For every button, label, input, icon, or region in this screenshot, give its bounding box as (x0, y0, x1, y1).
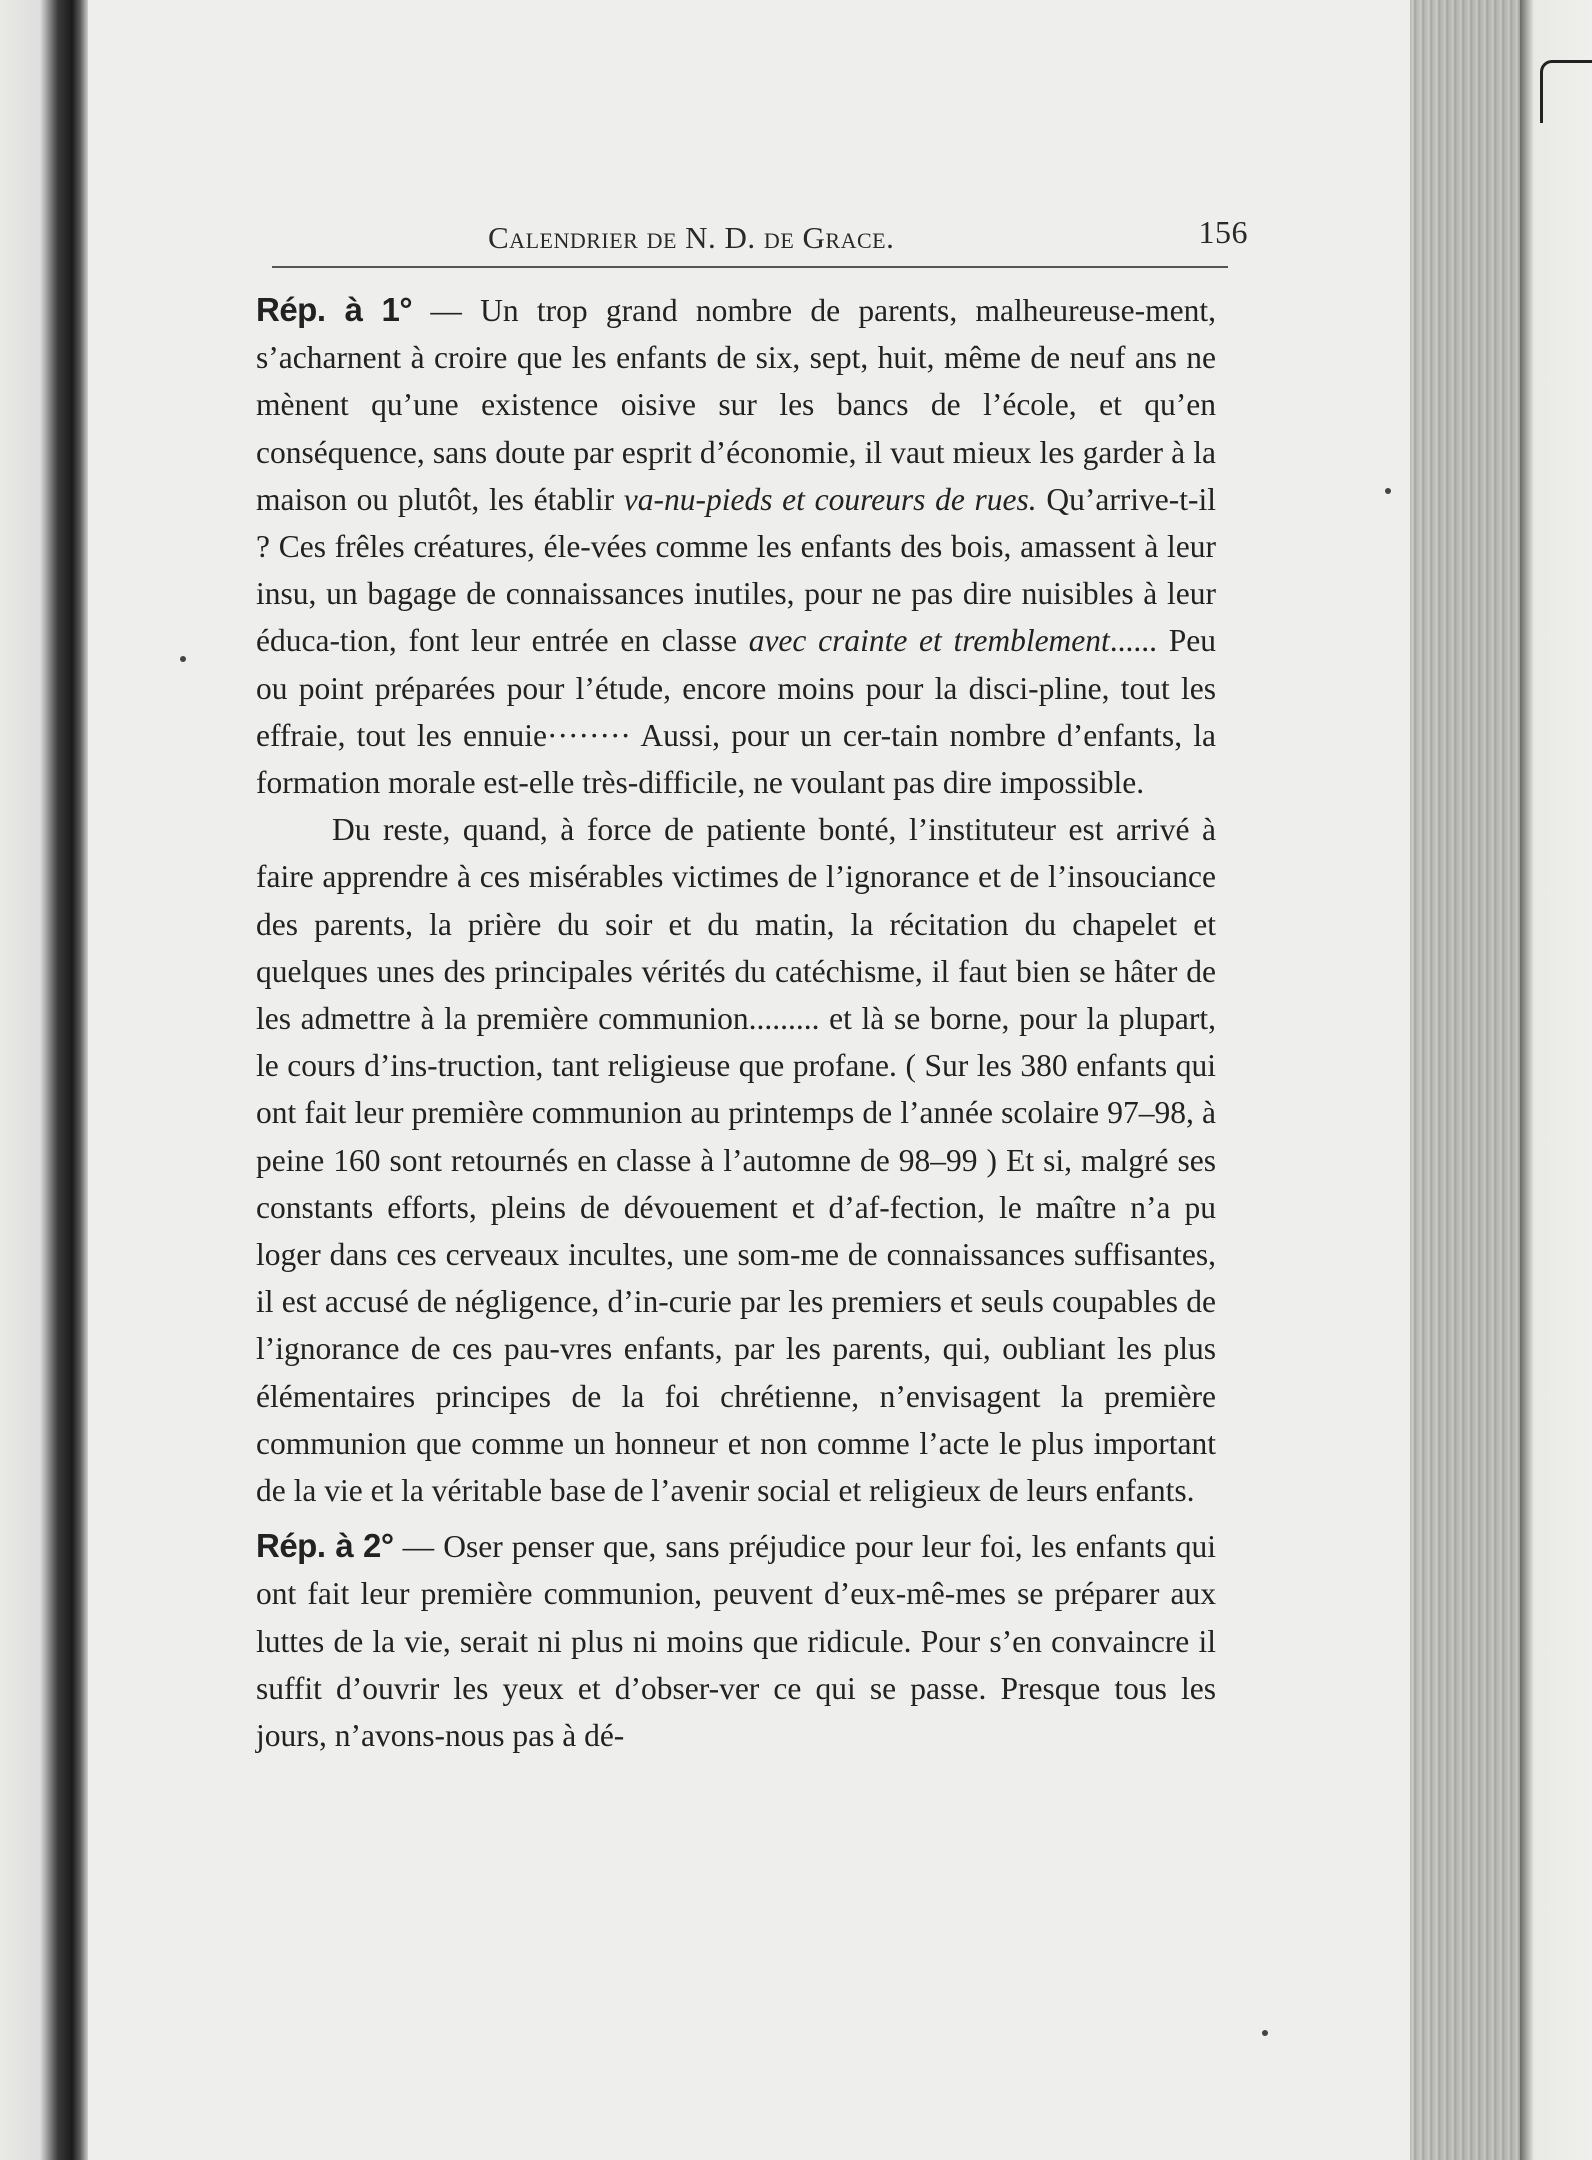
book-binding-left (0, 0, 88, 2160)
answer-1-text-c: ...... Peu ou point préparées pour l’étude, encore moins pour la disci-pline, tout les effraie, tout les ennuie········ Aussi, pour un cer-tain nombre d’enfants, la formation morale est-elle très-difficile, ne voulant pas dire impossible. (256, 623, 1217, 801)
answer-1-paragraph (256, 286, 1216, 806)
answer-label-1: Rép. à 1° (256, 291, 413, 328)
body-paragraph-2: Du reste, quand, à force de patiente bonté, l’instituteur est arrivé à faire apprendre à ces misérables victimes de l’ignorance et de l’insouciance des parents, la prière du soir et du matin, la récitation du chapelet et quelques unes des principales vérités du catéchisme, il faut bien se hâter de les admettre à la première communion......... et là se borne, pour la plupart, le cours d’ins-truction, tant religieuse que profane. ( Sur les 380 enfants qui ont fait leur première communion au printemps de l’année scolaire 97–98, à peine 160 sont retournés en classe à l’automne de 98–99 ) Et si, malgré ses constants efforts, pleins de dévouement et d’af-fection, le maître n’a pu loger dans ces cerveaux incultes, une som-me de connaissances suffisantes, il est accusé de négligence, d’in-curie par les premiers et seuls coupables de l’ignorance de ces pau-vres enfants, par les parents, qui, oubliant les plus élémentaires principes de la foi chrétienne, n’envisagent la première communion que comme un honneur et non comme l’acte le plus important de la vie et la véritable base de l’avenir social et religieux de leurs enfants. (256, 812, 1216, 1509)
answer-1-text-b: Qu’arrive-t-il ? Ces frêles créatures, éle-vées comme les enfants des bois, amassent à leur insu, un bagage de connaissances inutiles, pour ne pas dire nuisibles à leur éduca-tion, font leur entrée en classe (256, 481, 1217, 659)
print-speck (1385, 488, 1391, 494)
header-rule (272, 266, 1228, 268)
print-speck (1262, 2030, 1268, 2036)
answer-2-text: — Oser penser que, sans préjudice pour leur foi, les enfants qui ont fait leur première communion, peuvent d’eux-mê-mes se préparer aux luttes de la vie, serait ni plus ni moins que ridicule. Pour s’en convaincre il suffit d’ouvrir les yeux et d’obser-ver ce qui se passe. Presque tous les jours, n’avons-nous pas à dé- (256, 1529, 1216, 1754)
running-title: Calendrier de N. D. de Grace. (488, 220, 895, 255)
page-body (256, 286, 1216, 1759)
answer-1-italic-b: avec crainte et tremblement (748, 623, 1110, 659)
answer-2-paragraph (256, 1522, 1216, 1759)
print-speck (180, 656, 186, 662)
running-head (488, 214, 1248, 264)
answer-label-2: Rép. à 2° (256, 1527, 394, 1565)
page-edges-right (1410, 0, 1520, 2160)
page-number: 156 (1198, 214, 1248, 250)
answer-1-text-a: — Un trop grand nombre de parents, malheureuse-ment, s’acharnent à croire que les enfants de six, sept, huit, même de neuf ans ne mènent qu’une existence oisive sur les bancs de l’école, et qu’en conséquence, sans doute par esprit d’économie, il vaut mieux les garder à la maison ou plutôt, les établir (256, 293, 1216, 517)
answer-1-italic-a: va-nu-pieds et coureurs de rues. (623, 481, 1037, 517)
next-page-edge (1520, 0, 1592, 2160)
